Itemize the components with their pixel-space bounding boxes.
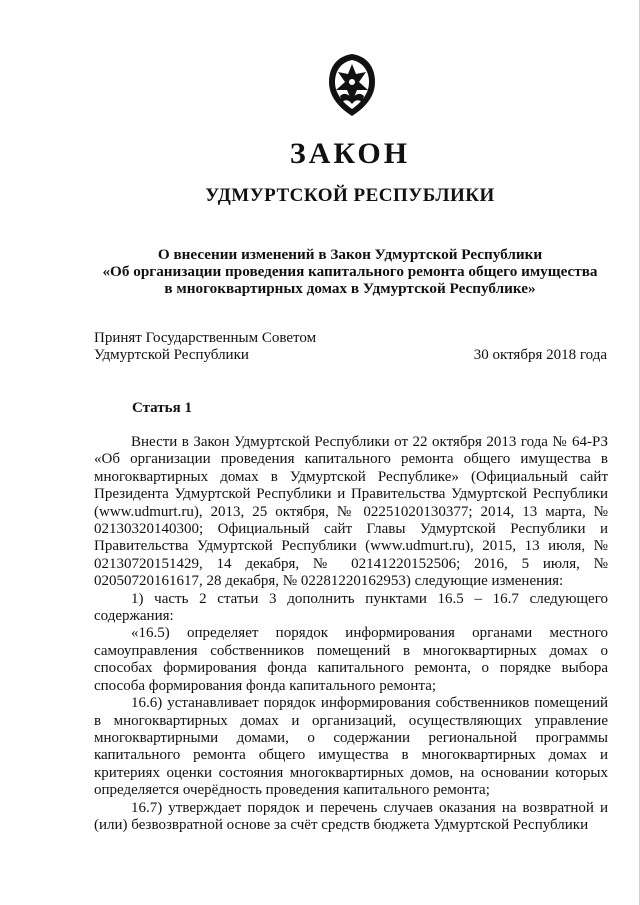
article-paragraph: 16.7) утверждает порядок и перечень случаев оказания на возвратной и (или) безвозвратной основе за счёт средств бюджета Удмуртской Республики <box>94 799 608 833</box>
udmurt-coat-of-arms-icon <box>326 52 378 118</box>
law-title-line: «Об организации проведения капитального ремонта общего имущества <box>102 263 598 280</box>
document-subtitle: УДМУРТСКОЙ РЕСПУБЛИКИ <box>205 185 495 206</box>
adoption-line: Удмуртской Республики <box>94 347 249 363</box>
article-paragraph: 1) часть 2 статьи 3 дополнить пунктами 16.5 – 16.7 следующего содержания: <box>94 590 608 625</box>
document-title: ЗАКОН <box>289 137 411 170</box>
article-heading: Статья 1 <box>132 400 192 416</box>
adoption-statement <box>94 330 316 364</box>
article-paragraph: 16.6) устанавливает порядок информирования собственников помещений в многоквартирных домах и организаций, осуществляющих управление многоквартирными домами, о содержании региональной программы капитального ремонта общего имущества в многоквартирных домах и критериях оценки состояния многоквартирных домов, на основании которых определяется очерёдность проведения капитального ремонта; <box>94 695 608 799</box>
article-paragraph: «16.5) определяет порядок информирования органами местного самоуправления собственников помещений в многоквартирных домах о способах формирования фонда капитального ремонта, о порядке выбора способа формирования фонда капитального ремонта; <box>94 625 608 694</box>
adoption-date: 30 октября 2018 года <box>473 347 607 363</box>
article-body <box>94 434 608 834</box>
article-paragraph: Внести в Закон Удмуртской Республики от 22 октября 2013 года № 64-РЗ «Об организации проведения капитального ремонта общего имущества в многоквартирных домах в Удмуртской Республике» (Официальный сайт Президента Удмуртской Республики и Правительства Удмуртской Республики (www.udmurt.ru), 2013, 25 октября, № 02251020130377; 2014, 13 марта, № 02130320140300; Официальный сайт Главы Удмуртской Республики и Правительства Удмуртской Республики (www.udmurt.ru), 2015, 13 июля, № 02130720151429, 14 декабря, № 02141220152506; 2016, 5 июля, № 02050720161617, 28 декабря, № 02281220162953) следующие изменения: <box>94 434 608 590</box>
law-title-line: О внесении изменений в Закон Удмуртской Республики <box>157 246 543 263</box>
law-title-line: в многоквартирных домах в Удмуртской Республике» <box>164 280 536 297</box>
law-title <box>90 246 610 297</box>
adoption-line: Принят Государственным Советом <box>94 330 317 346</box>
